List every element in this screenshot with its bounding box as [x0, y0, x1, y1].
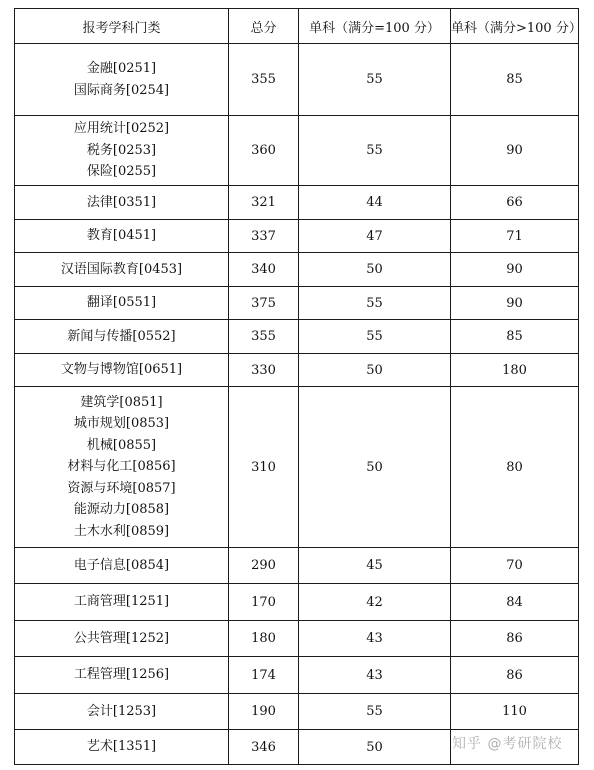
total-score-cell: 355 — [229, 44, 299, 116]
subject-cell — [15, 354, 229, 387]
single-over100-cell: 84 — [451, 584, 579, 621]
table-row — [15, 657, 579, 694]
header-single-over100: 单科（满分>100 分） — [451, 9, 579, 44]
total-score-cell: 360 — [229, 116, 299, 186]
single-100-cell: 43 — [299, 657, 451, 694]
table-row — [15, 621, 579, 657]
table-row — [15, 320, 579, 354]
subject-name: 能源动力[0858] — [73, 502, 170, 518]
subject-name: 金融[0251] — [86, 61, 157, 76]
single-over100-cell: 66 — [451, 186, 579, 220]
single-over100-cell: 90 — [451, 116, 579, 186]
subject-name: 工程管理[1256] — [73, 667, 170, 683]
subject-cell — [15, 548, 229, 584]
single-100-cell: 44 — [299, 186, 451, 220]
subject-cell — [15, 657, 229, 694]
table-row — [15, 287, 579, 320]
single-100-cell: 55 — [299, 320, 451, 354]
subject-cell — [15, 584, 229, 621]
single-over100-cell: 85 — [451, 320, 579, 354]
subject-name: 法律[0351] — [86, 194, 157, 210]
table-row — [15, 186, 579, 220]
single-over100-cell: 110 — [451, 694, 579, 730]
single-100-cell: 55 — [299, 694, 451, 730]
single-over100-cell: 85 — [451, 44, 579, 116]
subject-cell — [15, 730, 229, 765]
single-100-cell: 55 — [299, 44, 451, 116]
subject-name: 机械[0855] — [86, 437, 157, 453]
single-over100-cell: 90 — [451, 253, 579, 287]
total-score-cell: 190 — [229, 694, 299, 730]
header-row — [15, 9, 579, 44]
single-100-cell: 55 — [299, 287, 451, 320]
subject-name: 教育[0451] — [86, 228, 157, 244]
total-score-cell: 340 — [229, 253, 299, 287]
header-total: 总分 — [229, 9, 299, 44]
subject-name: 土木水利[0859] — [73, 523, 170, 539]
table-header — [15, 9, 582, 44]
subject-cell — [15, 694, 229, 730]
subject-name: 电子信息[0854] — [73, 557, 170, 573]
subject-name: 新闻与传播[0552] — [67, 328, 176, 344]
single-100-cell: 50 — [299, 253, 451, 287]
watermark: 知乎 @考研院校 — [452, 736, 563, 752]
header-subject: 报考学科门类 — [15, 9, 229, 44]
subject-cell — [15, 320, 229, 354]
single-100-cell: 42 — [299, 584, 451, 621]
subject-name: 资源与环境[0857] — [67, 480, 176, 496]
table-row — [15, 44, 579, 116]
subject-name: 材料与化工[0856] — [67, 459, 176, 475]
total-score-cell: 310 — [229, 387, 299, 548]
score-line-table — [14, 8, 582, 765]
subject-name: 税务[0253] — [86, 142, 157, 158]
table-row — [15, 584, 579, 621]
total-score-cell: 330 — [229, 354, 299, 387]
subject-name: 建筑学[0851] — [80, 394, 163, 410]
subject-name: 城市规划[0853] — [73, 416, 170, 432]
table-row — [15, 253, 579, 287]
subject-cell — [15, 220, 229, 253]
total-score-cell: 174 — [229, 657, 299, 694]
single-over100-cell: 71 — [451, 220, 579, 253]
subject-cell — [15, 186, 229, 220]
subject-cell — [15, 44, 229, 116]
total-score-cell: 321 — [229, 186, 299, 220]
table-row — [15, 354, 579, 387]
single-100-cell: 47 — [299, 220, 451, 253]
subject-name: 应用统计[0252] — [73, 121, 170, 137]
single-over100-cell: 86 — [451, 657, 579, 694]
single-100-cell: 55 — [299, 116, 451, 186]
single-over100-cell: 90 — [451, 287, 579, 320]
subject-cell — [15, 621, 229, 657]
single-100-cell: 50 — [299, 387, 451, 548]
total-score-cell: 355 — [229, 320, 299, 354]
subject-name: 会计[1253] — [86, 703, 157, 719]
single-100-cell: 50 — [299, 730, 451, 765]
total-score-cell: 346 — [229, 730, 299, 765]
single-over100-cell: 180 — [451, 354, 579, 387]
total-score-cell: 290 — [229, 548, 299, 584]
subject-name: 国际商务[0254] — [73, 82, 170, 98]
subject-cell — [15, 116, 229, 186]
total-score-cell: 375 — [229, 287, 299, 320]
subject-name: 公共管理[1252] — [73, 630, 170, 646]
subject-name: 艺术[1351] — [86, 739, 157, 755]
subject-cell — [15, 287, 229, 320]
subject-name: 工商管理[1251] — [73, 594, 170, 610]
subject-cell — [15, 253, 229, 287]
single-over100-cell: 86 — [451, 621, 579, 657]
subject-name: 保险[0255] — [86, 164, 157, 180]
table-row — [15, 387, 579, 548]
subject-name: 翻译[0551] — [86, 295, 157, 311]
table-row — [15, 116, 579, 186]
single-100-cell: 45 — [299, 548, 451, 584]
table-row — [15, 220, 579, 253]
single-100-cell: 50 — [299, 354, 451, 387]
table-row — [15, 548, 579, 584]
subject-cell — [15, 387, 229, 548]
table-row — [15, 694, 579, 730]
total-score-cell: 180 — [229, 621, 299, 657]
single-over100-cell: 80 — [451, 387, 579, 548]
subject-name: 文物与博物馆[0651] — [60, 362, 183, 378]
total-score-cell: 170 — [229, 584, 299, 621]
single-100-cell: 43 — [299, 621, 451, 657]
subject-name: 汉语国际教育[0453] — [60, 261, 183, 277]
header-single-100: 单科（满分=100 分） — [299, 9, 451, 44]
table-body — [15, 44, 579, 765]
single-over100-cell: 70 — [451, 548, 579, 584]
total-score-cell: 337 — [229, 220, 299, 253]
